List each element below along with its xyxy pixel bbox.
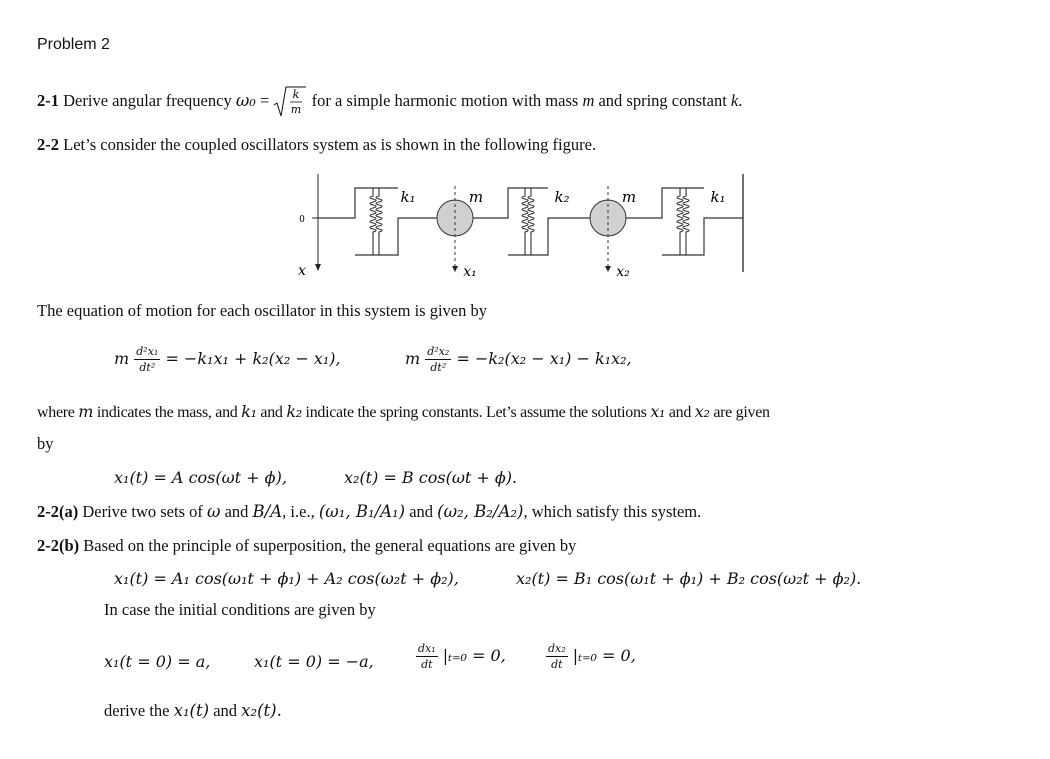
question-2-1-label: 2-1 bbox=[37, 90, 59, 110]
mass-2-label: m bbox=[621, 188, 637, 206]
where-text: where bbox=[37, 404, 75, 421]
and-text-2: and bbox=[409, 502, 434, 521]
dx1-dt-fraction bbox=[416, 643, 438, 670]
question-2-2b bbox=[37, 536, 576, 556]
indicates-mass-text: indicates the mass, and bbox=[96, 404, 238, 421]
question-2-1-text: Derive angular frequency bbox=[63, 90, 232, 110]
where-m: m bbox=[78, 402, 94, 421]
question-2-1-text-after: for a simple harmonic motion with mass bbox=[311, 90, 579, 110]
sqrt-numerator: k bbox=[293, 88, 300, 101]
eom1-denominator: dt² bbox=[139, 361, 156, 374]
x1-label: x₁ bbox=[463, 264, 477, 280]
initial-condition-2: x₁(t = 0) = −a, bbox=[254, 652, 374, 671]
where-line bbox=[37, 402, 770, 423]
general-x2: x₂(t) = B₁ cos(ω₁t + ϕ₁) + B₂ cos(ω₂t + ϕ₂). bbox=[516, 569, 862, 588]
derive-and: and bbox=[213, 701, 238, 720]
period: . bbox=[738, 90, 743, 110]
eom1-mass: m bbox=[114, 349, 130, 368]
ie-text: , i.e., bbox=[282, 502, 315, 521]
general-x1: x₁(t) = A₁ cos(ω₁t + ϕ₁) + A₂ cos(ω₂t + ϕ₂), bbox=[114, 569, 459, 588]
solution-x2: x₂(t) = B cos(ωt + ϕ). bbox=[344, 468, 518, 487]
spring-2-label: k₂ bbox=[554, 188, 570, 206]
problem-title: Problem 2 bbox=[37, 36, 110, 53]
eom-equation-2 bbox=[405, 346, 632, 373]
and-spring-text: and spring constant bbox=[598, 90, 727, 110]
spring-assembly-2 bbox=[473, 188, 590, 255]
solution-x1: x₁(t) = A cos(ωt + ϕ), bbox=[114, 468, 287, 487]
question-2-2a bbox=[37, 502, 701, 522]
sqrt-k-over-m bbox=[273, 86, 307, 118]
eom2-numerator: d²x₂ bbox=[427, 345, 450, 358]
set-1: (ω₁, B₁/A₁) bbox=[318, 502, 406, 521]
are-given-text: are given bbox=[713, 404, 770, 421]
x2-arrow-icon bbox=[605, 266, 611, 272]
x-axis-arrow-icon bbox=[315, 264, 321, 271]
initial-condition-4-rest: |ₜ₌₀ = 0, bbox=[572, 646, 636, 665]
spring-assembly-1 bbox=[318, 188, 437, 255]
question-2-2-text: Let’s consider the coupled oscillators system as is shown in the following figure. bbox=[63, 135, 597, 154]
where-x2: x₂ bbox=[694, 402, 710, 421]
equals-sign: = bbox=[260, 90, 270, 110]
x-axis-label: x bbox=[298, 263, 306, 279]
question-2-2b-text: Based on the principle of superposition, the general equations are given by bbox=[83, 536, 577, 555]
where-k1: k₁ bbox=[241, 402, 257, 421]
question-2-2 bbox=[37, 135, 596, 155]
dx2-numerator: dx₂ bbox=[548, 642, 566, 655]
by-text: by bbox=[37, 434, 54, 453]
spring-3-label: k₁ bbox=[710, 188, 726, 206]
omega0-symbol: ω₀ bbox=[235, 90, 256, 110]
question-2-2a-label: 2-2(a) bbox=[37, 502, 79, 521]
dx1-numerator: dx₁ bbox=[418, 642, 436, 655]
ratio-symbol: B/A bbox=[252, 502, 283, 521]
and-text: and bbox=[224, 502, 249, 521]
x2-label: x₂ bbox=[616, 264, 630, 280]
eom2-denominator: dt² bbox=[430, 361, 447, 374]
eom2-mass: m bbox=[405, 349, 421, 368]
question-2-2a-text: Derive two sets of bbox=[82, 502, 203, 521]
where-and-2: and bbox=[668, 404, 692, 421]
set-2: (ω₂, B₂/A₂) bbox=[437, 502, 524, 521]
question-2-2a-text-2: , which satisfy this system. bbox=[523, 502, 702, 521]
omega-symbol: ω bbox=[207, 502, 221, 521]
initial-condition-4 bbox=[546, 643, 636, 670]
initial-intro: In case the initial conditions are given by bbox=[104, 600, 376, 619]
x1-arrow-icon bbox=[452, 266, 458, 272]
eom2-fraction bbox=[425, 346, 451, 373]
where-k2: k₂ bbox=[286, 402, 302, 421]
question-2-2b-label: 2-2(b) bbox=[37, 536, 80, 555]
initial-condition-1: x₁(t = 0) = a, bbox=[104, 652, 211, 671]
dx2-dt-fraction bbox=[546, 643, 568, 670]
eom-intro: The equation of motion for each oscillator in this system is given by bbox=[37, 301, 487, 320]
question-2-1 bbox=[37, 86, 742, 118]
mass-1-label: m bbox=[468, 188, 484, 206]
dx2-denominator: dt bbox=[551, 658, 563, 671]
spring-assembly-3 bbox=[626, 188, 743, 255]
where-and: and bbox=[260, 404, 283, 421]
mass-2 bbox=[590, 186, 636, 280]
eom1-rhs: = −k₁x₁ + k₂(x₂ − x₁), bbox=[165, 349, 341, 368]
spring-2-coil-icon bbox=[522, 188, 528, 255]
eom-equation-1 bbox=[114, 346, 341, 373]
sqrt-denominator: m bbox=[291, 103, 302, 116]
spring-1-coil-icon bbox=[370, 188, 376, 255]
indicate-spring-text: indicate the spring constants. Let’s assume the solutions bbox=[305, 404, 647, 421]
dx1-denominator: dt bbox=[421, 658, 433, 671]
derive-text: derive the bbox=[104, 701, 170, 720]
where-x1: x₁ bbox=[650, 402, 666, 421]
initial-condition-3 bbox=[416, 643, 506, 670]
derive-x1t: x₁(t) bbox=[173, 701, 210, 720]
sqrt-icon bbox=[273, 86, 307, 118]
spring-3-coil-icon bbox=[677, 188, 683, 255]
eom2-rhs: = −k₂(x₂ − x₁) − k₁x₂, bbox=[456, 349, 632, 368]
spring-1-label: k₁ bbox=[400, 188, 416, 206]
coupled-oscillator-figure bbox=[280, 168, 760, 284]
eom1-fraction bbox=[134, 346, 160, 373]
derive-x2t: x₂(t). bbox=[241, 701, 282, 720]
mass-symbol: m bbox=[582, 90, 595, 110]
spring-symbol: k bbox=[730, 90, 739, 110]
derive-line bbox=[104, 701, 282, 721]
zero-label: 0 bbox=[299, 215, 305, 225]
mass-1 bbox=[437, 186, 483, 280]
initial-condition-3-rest: |ₜ₌₀ = 0, bbox=[442, 646, 506, 665]
eom1-numerator: d²x₁ bbox=[136, 345, 159, 358]
question-2-2-label: 2-2 bbox=[37, 135, 59, 154]
